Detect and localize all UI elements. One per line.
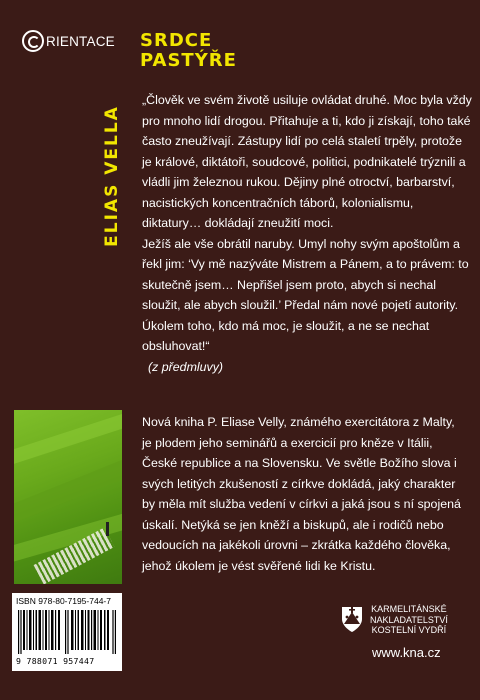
isbn-barcode xyxy=(12,593,122,671)
foreword-quote xyxy=(142,90,472,377)
quote-source: (z předmluvy) xyxy=(148,359,224,374)
shepherd-figure xyxy=(106,522,109,536)
quote-paragraph-2: Ježíš ale vše obrátil naruby. Umyl nohy svým apoštolům a řekl jim: ‘Vy mě nazýváte Mistrem a Pánem, a to právem: to skutečně jsem… Nepřišel jsem proto, abych si nechal sloužit, ale abych sloužil.’ Předal nám nové pojetí autority. Úkolem toho, kdo má moc, je sloužit, a ne se nechat obsluhovat!“ xyxy=(142,236,469,353)
title-line-1: SRDCE xyxy=(140,30,213,51)
barcode-digits: 9 788071 957447 xyxy=(16,656,95,666)
author-name: ELIAS VELLA xyxy=(102,105,122,247)
book-title xyxy=(140,31,237,71)
isbn-number: ISBN 978-80-7195-744-7 xyxy=(16,596,111,606)
publisher-website: www.kna.cz xyxy=(372,645,441,660)
logo-text: RIENTACE xyxy=(46,33,115,49)
carmelite-shield-icon xyxy=(340,604,364,634)
quote-paragraph-1: „Člověk ve svém životě usiluje ovládat druhé. Moc byla vždy pro mnoho lidí drogou. Přitahuje a ti, kdo ji získají, toho také často zneužívají. Zástupy lidí po celá staletí trpěly, protože je králové, diktátoři, soudcové, politici, podnikatelé trýznili a vládli jim železnou rukou. Dějiny plné otroctví, barbarství, nacistických koncentračních táborů, kolonialismu, diktatury… dokládají zneužití moci. xyxy=(142,93,472,230)
cover-photo-meadow-sheep xyxy=(14,410,122,584)
publisher-block xyxy=(340,604,448,636)
book-description xyxy=(142,412,467,576)
publisher-name: KARMELITÁNSKÉ NAKLADATELSTVÍ KOSTELNÍ VYDŘÍ xyxy=(370,604,448,635)
description-text: Nová kniha P. Eliase Velly, známého exercitátora z Malty, je plodem jeho seminářů a exercicií pro kněze v Itálii, České republice a na Slovensku. Ve světle Božího slova i svých letitých zkušeností z církve dokládá, jaký charakter by měla mít služba vedení v církvi a jaká jsou s ní spojená úskalí. Netýká se jen kněží a biskupů, ale i rodičů nebo vedoucích na jakékoli úrovni – zkrátka každého člověka, jehož úkolem je vést svěřené lidi ke Kristu. xyxy=(142,415,461,573)
spiral-o-icon xyxy=(22,30,44,52)
title-line-2: PASTÝŘE xyxy=(140,50,237,71)
author-spine-text xyxy=(100,86,124,266)
orientace-logo xyxy=(22,30,115,52)
barcode-icon xyxy=(18,610,116,654)
